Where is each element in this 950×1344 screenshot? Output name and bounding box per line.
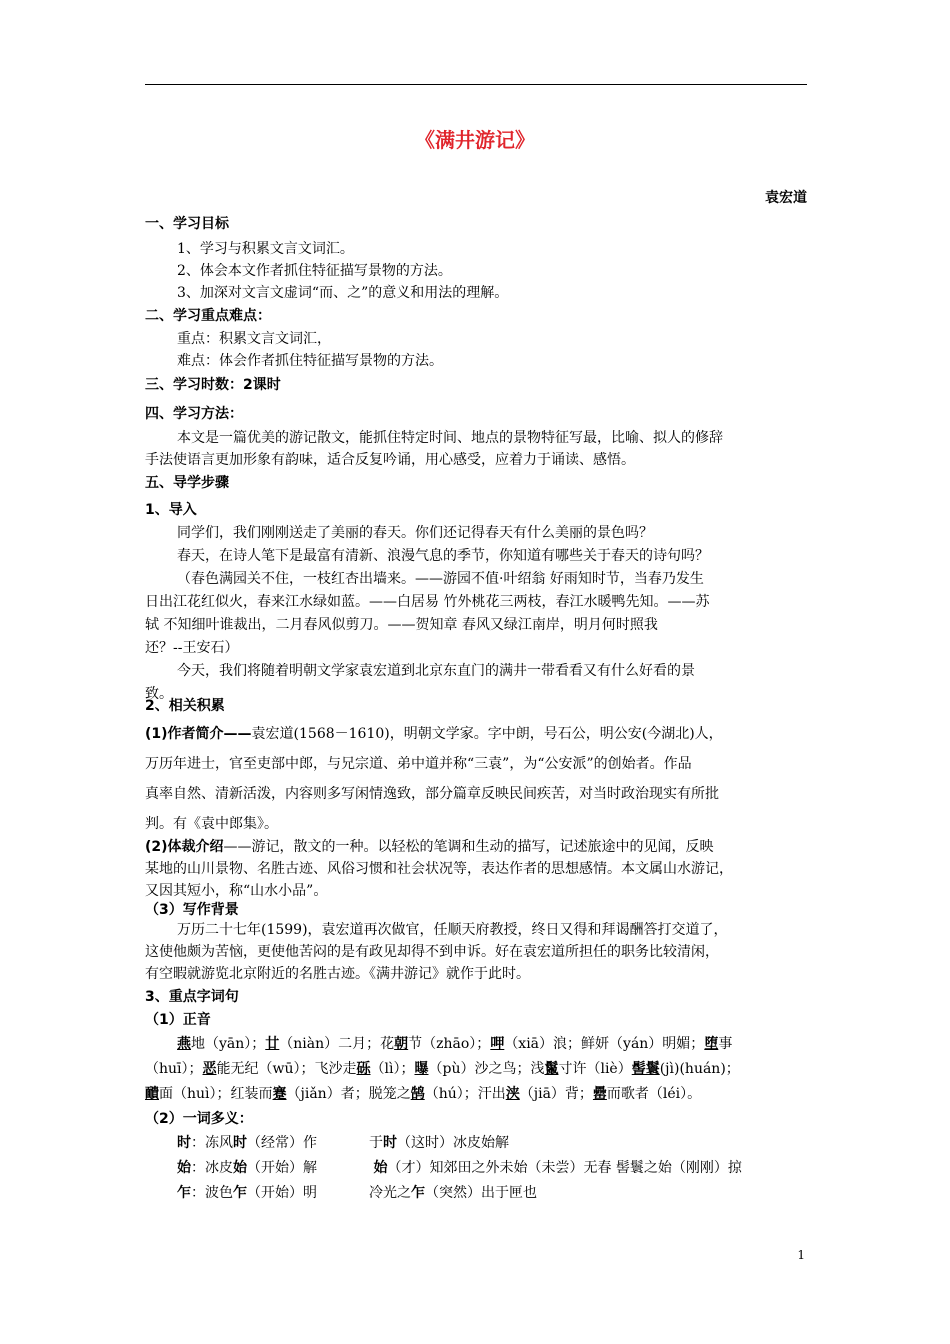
page-title: 《满井游记》: [415, 128, 535, 152]
target-character: 廿: [265, 1036, 280, 1052]
pronunciation-text: 能无纪（wū）；飞沙走: [216, 1061, 357, 1077]
polysemy-text: ：冰皮: [191, 1160, 233, 1176]
pronunciation-text: （lì）；: [370, 1061, 415, 1077]
polysemy-character: 时: [383, 1135, 397, 1151]
target-character: 堕: [704, 1036, 719, 1052]
genre-text: ——游记，散文的一种。以轻松的笔调和生动的描写，记述旅途中的见闻，反映: [223, 839, 714, 855]
method-line: 手法使语言更加形象有韵味，适合反复吟诵，用心感受，应着力于诵读、感悟。: [145, 452, 635, 468]
section-heading: 二、学习重点难点：: [145, 308, 271, 324]
subsection-heading: （3）写作背景: [145, 902, 239, 918]
page-number: 1: [797, 1248, 805, 1262]
intro-line: 轼 不知细叶谁裁出，二月春风似剪刀。——贺知章 春风又绿江南岸，明月何时照我: [145, 617, 658, 633]
pronunciation-text: （jiǎn）者；脱笼之: [286, 1086, 411, 1102]
author-intro-label: (1)作者简介——: [145, 726, 252, 742]
genre-line: 某地的山川景物、名胜古迹、风俗习惯和社会状况等，表达作者的思想感情。本文属山水游记，: [145, 861, 733, 877]
target-character: 砾: [356, 1061, 371, 1077]
pronunciation-text: 地（yān）；: [191, 1036, 266, 1052]
subsection-heading: （1）正音: [145, 1012, 211, 1028]
genre-line: [145, 838, 810, 856]
genre-label: (2)体裁介绍: [145, 839, 224, 855]
polysemy-text: 于: [369, 1135, 383, 1151]
subsection-heading: 2、相关积累: [145, 698, 225, 714]
background-line: 万历二十七年(1599)，袁宏道再次做官，任顺天府教授，终日又得和拜谒酬答打交道了，: [177, 922, 728, 938]
subsection-heading: 1、导入: [145, 502, 197, 518]
background-line: 有空暇就游览北京附近的名胜古迹。《满井游记》就作于此时。: [145, 966, 530, 982]
section-heading: 四、学习方法：: [145, 406, 243, 422]
polysemy-character: 时: [233, 1135, 247, 1151]
target-character: 朝: [394, 1036, 409, 1052]
intro-line: 春天，在诗人笔下是最富有清新、浪漫气息的季节，你知道有哪些关于春天的诗句吗？: [177, 548, 709, 564]
subsection-heading: （2）一词多义：: [145, 1111, 253, 1127]
author-name: 袁宏道: [765, 190, 807, 206]
author-intro-text: 袁宏道(1568－1610)，明朝文学家。字中朗，号石公，明公安(今湖北)人，: [251, 726, 723, 742]
pronunciation-text: 事: [718, 1036, 733, 1052]
pronunciation-text: （xiā）浪；鲜妍（yán）明媚；: [504, 1036, 705, 1052]
genre-line: 又因其短小，称“山水小品”。: [145, 883, 328, 899]
target-character: 鬣: [544, 1061, 559, 1077]
polysemy-text: （这时）冰皮始解: [397, 1135, 509, 1151]
pronunciation-text: （niàn）二月；花: [279, 1036, 395, 1052]
pronunciation-text: 寸许（liè）: [558, 1061, 632, 1077]
author-intro-line: 真率自然、清新活泼，内容则多写闲情逸致，部分篇章反映民间疾苦，对当时政治现实有所批: [145, 786, 719, 802]
key-point: 重点：积累文言文词汇，: [177, 331, 331, 347]
pronunciation-text: （hú）；汗出: [424, 1086, 506, 1102]
author-intro-line: 万历年进士，官至吏部中郎，与兄宗道、弟中道并称“三袁”，为“公安派”的创始者。作品: [145, 756, 692, 772]
target-character: 靧: [145, 1086, 159, 1102]
intro-line: 致。: [145, 686, 173, 702]
pronunciation-text: 面（huì）；红装而: [159, 1086, 273, 1102]
polysemy-text: ：冻风: [191, 1135, 233, 1151]
difficulty-point: 难点：体会作者抓住特征描写景物的方法。: [177, 353, 443, 369]
header-rule: [145, 84, 807, 85]
section-heading: 三、学习时数：2课时: [145, 377, 281, 393]
author-intro-line: [145, 725, 810, 743]
target-character: 鹄: [410, 1086, 425, 1102]
polysemy-row: [177, 1184, 807, 1202]
intro-line: 同学们，我们刚刚送走了美丽的春天。你们还记得春天有什么美丽的景色吗？: [177, 525, 653, 541]
polysemy-text: ：波色: [191, 1185, 233, 1201]
polysemy-text: （开始）明: [247, 1185, 317, 1201]
pronunciation-text: （pù）沙之鸟；浅: [428, 1061, 545, 1077]
polysemy-row: [177, 1159, 807, 1177]
polysemy-text: （才）知郊田之外未始（未尝）无春 髻鬟之始（刚刚）掠: [387, 1160, 742, 1176]
target-character: 呷: [490, 1036, 505, 1052]
pronunciation-text: （huī）；: [145, 1061, 203, 1077]
pronunciation-line: [145, 1060, 810, 1078]
pronunciation-text: 而歌者（léi）。: [606, 1086, 702, 1102]
goal-item: 3、加深对文言文虚词“而、之”的意义和用法的理解。: [177, 285, 509, 301]
target-character: 蹇: [272, 1086, 287, 1102]
subsection-heading: 3、重点字词句: [145, 989, 239, 1005]
polysemy-row: [177, 1134, 807, 1152]
method-line: 本文是一篇优美的游记散文，能抓住特定时间、地点的景物特征写最，比喻、拟人的修辞: [177, 430, 723, 446]
intro-line: 还？--王安石）: [145, 640, 239, 656]
pronunciation-line: [145, 1085, 810, 1103]
pronunciation-text: （jiā）背；: [519, 1086, 593, 1102]
polysemy-text: 冷光之: [369, 1185, 411, 1201]
intro-line: 今天，我们将随着明朝文学家袁宏道到北京东直门的满井一带看看又有什么好看的景: [177, 663, 695, 679]
polysemy-text: （突然）出于匣也: [425, 1185, 537, 1201]
background-line: 这使他颇为苦恼，更使他苦闷的是有政见却得不到申诉。好在袁宏道所担任的职务比较清闲，: [145, 944, 719, 960]
polysemy-character: 时: [177, 1135, 191, 1151]
intro-line: 日出江花红似火，春来江水绿如蓝。——白居易 竹外桃花三两枝，春江水暖鸭先知。——苏: [145, 594, 710, 610]
target-character: 恶: [202, 1061, 217, 1077]
polysemy-text: （开始）解: [247, 1160, 322, 1176]
polysemy-text: （经常）作: [247, 1135, 317, 1151]
polysemy-character: 始: [177, 1160, 191, 1176]
section-heading: 一、学习目标: [145, 216, 229, 232]
polysemy-character: 始: [233, 1160, 247, 1176]
polysemy-character: 乍: [233, 1185, 247, 1201]
target-character: 浃: [505, 1086, 520, 1102]
target-character: 曝: [414, 1061, 429, 1077]
polysemy-character: 乍: [411, 1185, 425, 1201]
pronunciation-text: 节（zhāo）；: [408, 1036, 491, 1052]
polysemy-character: 始: [373, 1160, 388, 1176]
target-character: 燕: [177, 1036, 191, 1052]
target-character: 罍: [592, 1086, 607, 1102]
pronunciation-line: [177, 1035, 807, 1053]
pronunciation-text: (jì)(huán)；: [659, 1061, 740, 1077]
goal-item: 2、体会本文作者抓住特征描写景物的方法。: [177, 263, 452, 279]
intro-line: （春色满园关不住，一枝红杏出墙来。——游园不值·叶绍翁 好雨知时节，当春乃发生: [177, 571, 704, 587]
polysemy-character: 乍: [177, 1185, 191, 1201]
section-heading: 五、导学步骤: [145, 475, 229, 491]
author-intro-line: 判。有《袁中郎集》。: [145, 816, 278, 832]
target-character: 髻鬟: [631, 1061, 660, 1077]
goal-item: 1、学习与积累文言文词汇。: [177, 241, 354, 257]
